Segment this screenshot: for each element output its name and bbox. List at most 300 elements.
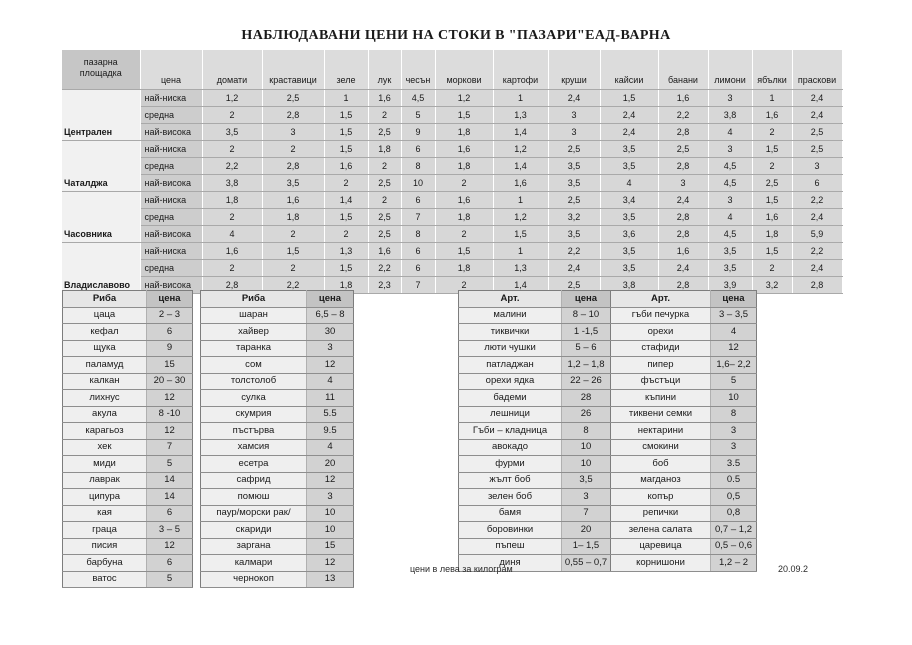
art-price-header: цена bbox=[711, 291, 757, 308]
price-value-cell: 6 bbox=[401, 243, 435, 260]
price-value-cell: 1,5 bbox=[324, 107, 368, 124]
table-row bbox=[63, 390, 193, 407]
price-value-cell: 1,2 bbox=[493, 209, 548, 226]
table-row bbox=[201, 357, 354, 374]
art-price-cell: 0,5 – 0,6 bbox=[711, 538, 757, 555]
price-value-cell: 3 bbox=[262, 124, 324, 141]
table-row bbox=[63, 571, 193, 588]
price-value-cell: 6 bbox=[792, 175, 842, 192]
fish-price-cell: 11 bbox=[307, 390, 354, 407]
price-value-cell: 2,8 bbox=[658, 277, 708, 294]
product-header: чесън bbox=[401, 50, 435, 90]
price-value-cell: 1,5 bbox=[324, 124, 368, 141]
art-name-cell: гъби печурка bbox=[611, 307, 711, 324]
price-value-cell: 8 bbox=[401, 226, 435, 243]
art-name-cell: Гъби – кладница bbox=[459, 423, 562, 440]
table-row bbox=[459, 406, 757, 423]
art-price-table bbox=[458, 290, 757, 572]
art-price-cell: 3 bbox=[562, 489, 611, 506]
art-price-cell: 28 bbox=[562, 390, 611, 407]
art-name-cell: пъпеш bbox=[459, 538, 562, 555]
price-value-cell: 1,4 bbox=[324, 192, 368, 209]
price-value-cell: 1,5 bbox=[262, 243, 324, 260]
price-value-cell: 1,2 bbox=[202, 90, 262, 107]
price-value-cell: 6 bbox=[401, 260, 435, 277]
product-header: моркови bbox=[435, 50, 493, 90]
price-value-cell: 3 bbox=[708, 141, 752, 158]
price-value-cell: 3,5 bbox=[708, 260, 752, 277]
art-price-cell: 4 bbox=[711, 324, 757, 341]
price-value-cell: 2 bbox=[262, 141, 324, 158]
product-header: краставици bbox=[262, 50, 324, 90]
fish-name-cell: лаврак bbox=[63, 472, 147, 489]
fish-name-cell: сом bbox=[201, 357, 307, 374]
art-name-cell: зелен боб bbox=[459, 489, 562, 506]
fish-name-cell: калкан bbox=[63, 373, 147, 390]
table-row bbox=[63, 340, 193, 357]
art-price-cell: 1,2 – 1,8 bbox=[562, 357, 611, 374]
price-value-cell: 1,4 bbox=[493, 158, 548, 175]
fish-price-cell: 12 bbox=[147, 390, 193, 407]
table-row bbox=[63, 307, 193, 324]
units-note: цени в лева за килограм bbox=[410, 564, 513, 574]
art-name-cell: лешници bbox=[459, 406, 562, 423]
price-value-cell: 1,6 bbox=[435, 192, 493, 209]
fish-name-cell: лихнус bbox=[63, 390, 147, 407]
price-value-cell: 2,5 bbox=[368, 209, 401, 226]
art-name-cell: къпини bbox=[611, 390, 711, 407]
price-value-cell: 3,5 bbox=[600, 260, 658, 277]
art-name-cell: малини bbox=[459, 307, 562, 324]
price-value-cell: 3,8 bbox=[202, 175, 262, 192]
price-value-cell: 1,4 bbox=[493, 277, 548, 294]
price-value-cell: 1,5 bbox=[435, 107, 493, 124]
fish-name-cell: цаца bbox=[63, 307, 147, 324]
price-value-cell: 3 bbox=[548, 124, 600, 141]
price-value-cell: 1,6 bbox=[202, 243, 262, 260]
art-price-cell: 5 – 6 bbox=[562, 340, 611, 357]
price-column-header: цена bbox=[140, 50, 202, 90]
product-header: банани bbox=[658, 50, 708, 90]
art-name-cell: копър bbox=[611, 489, 711, 506]
price-value-cell: 2,2 bbox=[262, 277, 324, 294]
product-header: лук bbox=[368, 50, 401, 90]
table-row bbox=[201, 406, 354, 423]
table-row bbox=[201, 456, 354, 473]
table-row bbox=[459, 340, 757, 357]
product-header: лимони bbox=[708, 50, 752, 90]
table-row bbox=[459, 307, 757, 324]
price-value-cell: 3,4 bbox=[600, 192, 658, 209]
price-value-cell: 2,8 bbox=[262, 158, 324, 175]
price-value-cell: 2,2 bbox=[548, 243, 600, 260]
table-row bbox=[63, 555, 193, 572]
table-row bbox=[459, 324, 757, 341]
table-row bbox=[459, 373, 757, 390]
product-header: ябълки bbox=[752, 50, 792, 90]
art-name-cell: бамя bbox=[459, 505, 562, 522]
fish-name-cell: щука bbox=[63, 340, 147, 357]
fish-name-cell: помюш bbox=[201, 489, 307, 506]
table-row bbox=[459, 390, 757, 407]
report-date: 20.09.2 bbox=[778, 564, 809, 574]
price-value-cell: 2,4 bbox=[792, 90, 842, 107]
price-value-cell: 2 bbox=[324, 226, 368, 243]
price-value-cell: 3 bbox=[548, 107, 600, 124]
art-price-cell: 0.5 bbox=[711, 472, 757, 489]
table-row bbox=[63, 406, 193, 423]
art-name-cell: стафиди bbox=[611, 340, 711, 357]
art-price-cell: 8 bbox=[562, 423, 611, 440]
fish-name-cell: граца bbox=[63, 522, 147, 539]
fish-name-cell: скумрия bbox=[201, 406, 307, 423]
art-price-cell: 8 bbox=[711, 406, 757, 423]
price-value-cell: 2 bbox=[202, 107, 262, 124]
price-value-cell: 2 bbox=[202, 209, 262, 226]
market-name-cell: Владиславово bbox=[62, 243, 140, 294]
fish-price-cell: 30 bbox=[307, 324, 354, 341]
price-value-cell: 2 bbox=[202, 260, 262, 277]
art-price-cell: 3 bbox=[711, 439, 757, 456]
art-name-cell: нектарини bbox=[611, 423, 711, 440]
fish-name-cell: хек bbox=[63, 439, 147, 456]
fish-name-cell: шаран bbox=[201, 307, 307, 324]
price-value-cell: 3 bbox=[792, 158, 842, 175]
price-value-cell: 2,2 bbox=[202, 158, 262, 175]
fish-price-cell: 7 bbox=[147, 439, 193, 456]
fish-name-cell: миди bbox=[63, 456, 147, 473]
table-row bbox=[63, 357, 193, 374]
fish-name-cell: таранка bbox=[201, 340, 307, 357]
art-price-cell: 0,55 – 0,7 bbox=[562, 555, 611, 572]
fish-price-cell: 5.5 bbox=[307, 406, 354, 423]
price-value-cell: 3,5 bbox=[600, 243, 658, 260]
art-price-cell: 0,5 bbox=[711, 489, 757, 506]
price-value-cell: 4 bbox=[600, 175, 658, 192]
art-name-cell: тиквички bbox=[459, 324, 562, 341]
table-row bbox=[459, 472, 757, 489]
table-row bbox=[459, 357, 757, 374]
table-row bbox=[201, 423, 354, 440]
fish-price-cell: 3 bbox=[307, 340, 354, 357]
price-value-cell: 2,2 bbox=[792, 243, 842, 260]
fish-name-cell: паур/морски рак/ bbox=[201, 505, 307, 522]
price-value-cell: 2,4 bbox=[548, 260, 600, 277]
price-value-cell: 1,8 bbox=[435, 124, 493, 141]
market-name-cell: Часовника bbox=[62, 192, 140, 243]
table-row bbox=[201, 489, 354, 506]
price-value-cell: 2 bbox=[262, 226, 324, 243]
art-name-cell: орехи bbox=[611, 324, 711, 341]
price-value-cell: 3,5 bbox=[262, 175, 324, 192]
fish-name-cell: писия bbox=[63, 538, 147, 555]
fish-price-cell: 12 bbox=[147, 538, 193, 555]
main-price-table bbox=[62, 50, 843, 294]
art-name-cell: орехи ядка bbox=[459, 373, 562, 390]
price-value-cell: 1,5 bbox=[324, 260, 368, 277]
art-name-cell: репички bbox=[611, 505, 711, 522]
price-value-cell: 2 bbox=[368, 107, 401, 124]
fish-name-cell: сулка bbox=[201, 390, 307, 407]
table-row bbox=[63, 538, 193, 555]
price-value-cell: 2 bbox=[368, 192, 401, 209]
fish-name-cell: сафрид bbox=[201, 472, 307, 489]
price-value-cell: 3,5 bbox=[600, 141, 658, 158]
price-value-cell: 2,5 bbox=[548, 192, 600, 209]
price-type-cell: най-ниска bbox=[140, 141, 202, 158]
price-value-cell: 5 bbox=[401, 107, 435, 124]
price-value-cell: 2,4 bbox=[792, 209, 842, 226]
price-value-cell: 1,2 bbox=[493, 141, 548, 158]
fish-price-cell: 8 -10 bbox=[147, 406, 193, 423]
art-price-cell: 26 bbox=[562, 406, 611, 423]
art-price-cell: 0,7 – 1,2 bbox=[711, 522, 757, 539]
art-name-cell: авокадо bbox=[459, 439, 562, 456]
fish-price-cell: 12 bbox=[307, 555, 354, 572]
fish-price-cell: 20 – 30 bbox=[147, 373, 193, 390]
art-header: Арт. bbox=[611, 291, 711, 308]
price-value-cell: 9 bbox=[401, 124, 435, 141]
price-value-cell: 2 bbox=[435, 226, 493, 243]
price-value-cell: 4,5 bbox=[708, 175, 752, 192]
fish-price-cell: 2 – 3 bbox=[147, 307, 193, 324]
price-type-cell: най-ниска bbox=[140, 243, 202, 260]
table-row bbox=[201, 472, 354, 489]
art-price-cell: 5 bbox=[711, 373, 757, 390]
fish-price-cell: 14 bbox=[147, 472, 193, 489]
price-value-cell: 2,4 bbox=[658, 192, 708, 209]
price-value-cell: 1,5 bbox=[752, 141, 792, 158]
table-row bbox=[63, 439, 193, 456]
price-value-cell: 2,4 bbox=[600, 107, 658, 124]
art-name-cell: пипер bbox=[611, 357, 711, 374]
fish-name-cell: калмари bbox=[201, 555, 307, 572]
price-value-cell: 2,8 bbox=[658, 226, 708, 243]
price-value-cell: 4 bbox=[708, 209, 752, 226]
art-price-cell: 0,8 bbox=[711, 505, 757, 522]
price-value-cell: 1,3 bbox=[493, 260, 548, 277]
price-value-cell: 2,8 bbox=[262, 107, 324, 124]
price-value-cell: 6 bbox=[401, 141, 435, 158]
price-value-cell: 3 bbox=[658, 175, 708, 192]
table-row bbox=[63, 472, 193, 489]
table-row bbox=[459, 505, 757, 522]
fish-name-cell: чернокоп bbox=[201, 571, 307, 588]
price-value-cell: 4,5 bbox=[708, 158, 752, 175]
fish-price-cell: 12 bbox=[307, 357, 354, 374]
price-value-cell: 1,5 bbox=[752, 192, 792, 209]
art-name-cell: корнишони bbox=[611, 555, 711, 572]
fish-header: Риба bbox=[63, 291, 147, 308]
price-value-cell: 1 bbox=[752, 90, 792, 107]
price-value-cell: 3,8 bbox=[600, 277, 658, 294]
price-type-cell: средна bbox=[140, 107, 202, 124]
table-row bbox=[63, 522, 193, 539]
price-value-cell: 2,5 bbox=[368, 226, 401, 243]
art-name-cell: смокини bbox=[611, 439, 711, 456]
fish-price-cell: 3 bbox=[307, 489, 354, 506]
price-value-cell: 1,6 bbox=[493, 175, 548, 192]
price-value-cell: 2,5 bbox=[658, 141, 708, 158]
price-value-cell: 2,5 bbox=[548, 277, 600, 294]
price-value-cell: 2,8 bbox=[658, 209, 708, 226]
price-value-cell: 2,4 bbox=[792, 107, 842, 124]
table-row bbox=[201, 340, 354, 357]
price-value-cell: 4,5 bbox=[401, 90, 435, 107]
art-price-cell: 22 – 26 bbox=[562, 373, 611, 390]
price-value-cell: 2,5 bbox=[368, 124, 401, 141]
price-type-cell: най-висока bbox=[140, 277, 202, 294]
price-value-cell: 3,2 bbox=[548, 209, 600, 226]
price-value-cell: 3,8 bbox=[708, 107, 752, 124]
product-header: кайсии bbox=[600, 50, 658, 90]
price-value-cell: 2,5 bbox=[262, 90, 324, 107]
fish-name-cell: скариди bbox=[201, 522, 307, 539]
price-value-cell: 1,8 bbox=[262, 209, 324, 226]
table-row bbox=[63, 423, 193, 440]
price-value-cell: 3,5 bbox=[548, 175, 600, 192]
price-value-cell: 1,6 bbox=[658, 243, 708, 260]
product-header: зеле bbox=[324, 50, 368, 90]
product-header: круши bbox=[548, 50, 600, 90]
fish-name-cell: хамсия bbox=[201, 439, 307, 456]
art-price-cell: 12 bbox=[711, 340, 757, 357]
price-value-cell: 4 bbox=[708, 124, 752, 141]
fish-price-cell: 12 bbox=[147, 423, 193, 440]
fish-price-cell: 6,5 – 8 bbox=[307, 307, 354, 324]
art-name-cell: фъстъци bbox=[611, 373, 711, 390]
price-type-cell: средна bbox=[140, 158, 202, 175]
art-name-cell: диня bbox=[459, 555, 562, 572]
table-row bbox=[459, 439, 757, 456]
price-value-cell: 3,5 bbox=[600, 209, 658, 226]
price-value-cell: 1,8 bbox=[368, 141, 401, 158]
price-value-cell: 2 bbox=[262, 260, 324, 277]
art-price-cell: 3,5 bbox=[562, 472, 611, 489]
fish-price-header: цена bbox=[147, 291, 193, 308]
table-row bbox=[201, 373, 354, 390]
fish-price-header: цена bbox=[307, 291, 354, 308]
price-value-cell: 2,5 bbox=[792, 141, 842, 158]
table-row bbox=[63, 324, 193, 341]
fish-price-cell: 15 bbox=[147, 357, 193, 374]
price-value-cell: 1,3 bbox=[493, 107, 548, 124]
price-value-cell: 2 bbox=[324, 175, 368, 192]
art-price-cell: 1,6– 2,2 bbox=[711, 357, 757, 374]
art-price-cell: 1,2 – 2 bbox=[711, 555, 757, 572]
price-value-cell: 3,5 bbox=[548, 158, 600, 175]
fish-price-cell: 5 bbox=[147, 571, 193, 588]
price-value-cell: 8 bbox=[401, 158, 435, 175]
price-value-cell: 2,8 bbox=[202, 277, 262, 294]
price-type-cell: най-висока bbox=[140, 226, 202, 243]
price-type-cell: най-ниска bbox=[140, 192, 202, 209]
table-row bbox=[201, 307, 354, 324]
price-value-cell: 2 bbox=[202, 141, 262, 158]
price-value-cell: 1,6 bbox=[435, 141, 493, 158]
table-row bbox=[63, 489, 193, 506]
fish-name-cell: кефал bbox=[63, 324, 147, 341]
price-value-cell: 1,8 bbox=[435, 209, 493, 226]
price-type-cell: най-ниска bbox=[140, 90, 202, 107]
product-header: праскови bbox=[792, 50, 842, 90]
price-value-cell: 10 bbox=[401, 175, 435, 192]
fish-price-cell: 6 bbox=[147, 324, 193, 341]
art-price-cell: 7 bbox=[562, 505, 611, 522]
price-value-cell: 1,2 bbox=[435, 90, 493, 107]
price-value-cell: 3,2 bbox=[752, 277, 792, 294]
product-header: картофи bbox=[493, 50, 548, 90]
fish-price-cell: 9 bbox=[147, 340, 193, 357]
price-value-cell: 2,4 bbox=[658, 260, 708, 277]
price-value-cell: 1,6 bbox=[368, 243, 401, 260]
price-value-cell: 1 bbox=[493, 243, 548, 260]
price-value-cell: 1,5 bbox=[324, 141, 368, 158]
price-value-cell: 2,5 bbox=[752, 175, 792, 192]
price-value-cell: 1,6 bbox=[324, 158, 368, 175]
table-row bbox=[201, 538, 354, 555]
price-value-cell: 2 bbox=[435, 175, 493, 192]
fish-price-cell: 3 – 5 bbox=[147, 522, 193, 539]
art-name-cell: боб bbox=[611, 456, 711, 473]
art-name-cell: фурми bbox=[459, 456, 562, 473]
price-value-cell: 1,6 bbox=[752, 107, 792, 124]
fish-header: Риба bbox=[201, 291, 307, 308]
price-value-cell: 3,5 bbox=[708, 243, 752, 260]
table-row bbox=[201, 571, 354, 588]
table-row bbox=[201, 555, 354, 572]
fish-price-cell: 12 bbox=[307, 472, 354, 489]
price-value-cell: 2,2 bbox=[368, 260, 401, 277]
fish-name-cell: акула bbox=[63, 406, 147, 423]
art-price-header: цена bbox=[562, 291, 611, 308]
price-value-cell: 1,6 bbox=[752, 209, 792, 226]
price-value-cell: 1,8 bbox=[752, 226, 792, 243]
price-value-cell: 1,6 bbox=[658, 90, 708, 107]
table-row bbox=[459, 538, 757, 555]
art-name-cell: боровинки bbox=[459, 522, 562, 539]
art-name-cell: патладжан bbox=[459, 357, 562, 374]
price-value-cell: 1,5 bbox=[600, 90, 658, 107]
price-value-cell: 7 bbox=[401, 209, 435, 226]
price-value-cell: 1 bbox=[324, 90, 368, 107]
art-name-cell: зелена салата bbox=[611, 522, 711, 539]
fish-price-cell: 13 bbox=[307, 571, 354, 588]
art-name-cell: бадеми bbox=[459, 390, 562, 407]
price-value-cell: 1,8 bbox=[435, 260, 493, 277]
price-value-cell: 2,8 bbox=[658, 124, 708, 141]
price-value-cell: 2,5 bbox=[368, 175, 401, 192]
price-value-cell: 2,5 bbox=[792, 124, 842, 141]
table-row bbox=[201, 390, 354, 407]
price-value-cell: 5,9 bbox=[792, 226, 842, 243]
price-type-cell: най-висока bbox=[140, 175, 202, 192]
art-price-cell: 1 -1,5 bbox=[562, 324, 611, 341]
table-row bbox=[63, 505, 193, 522]
price-value-cell: 3,6 bbox=[600, 226, 658, 243]
table-row bbox=[201, 324, 354, 341]
price-value-cell: 3,5 bbox=[202, 124, 262, 141]
price-value-cell: 7 bbox=[401, 277, 435, 294]
art-price-cell: 10 bbox=[562, 456, 611, 473]
price-value-cell: 2,8 bbox=[658, 158, 708, 175]
price-value-cell: 1,8 bbox=[324, 277, 368, 294]
price-value-cell: 1,8 bbox=[435, 158, 493, 175]
fish-name-cell: барбуна bbox=[63, 555, 147, 572]
fish-name-cell: ципура bbox=[63, 489, 147, 506]
price-value-cell: 2 bbox=[752, 158, 792, 175]
fish-name-cell: ватос bbox=[63, 571, 147, 588]
